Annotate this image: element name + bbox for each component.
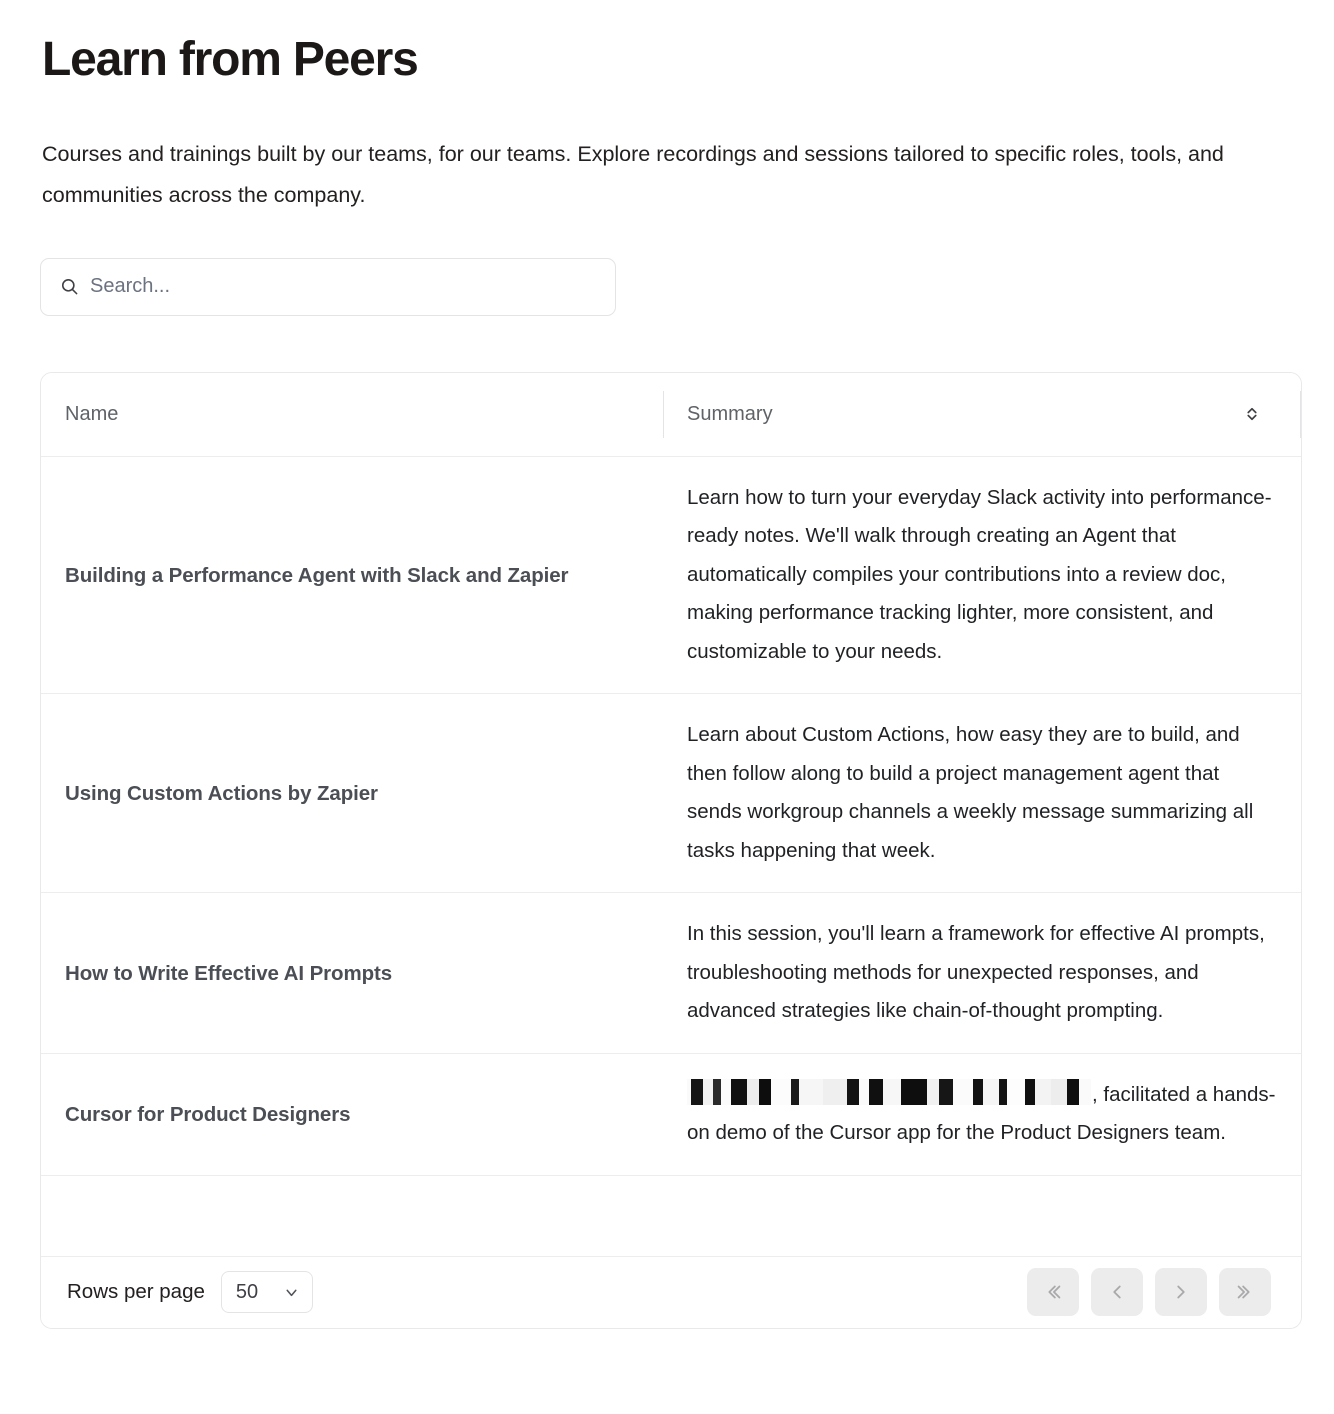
rows-per-page-group [67, 1271, 313, 1313]
first-page-button[interactable] [1027, 1268, 1079, 1316]
rows-per-page-label: Rows per page [67, 1280, 205, 1304]
table-row[interactable] [41, 1053, 1301, 1175]
rows-per-page-select[interactable] [221, 1271, 313, 1313]
chevron-down-icon [283, 1284, 300, 1301]
table-body [41, 456, 1301, 1175]
last-page-button[interactable] [1219, 1268, 1271, 1316]
search-icon [60, 277, 79, 296]
row-name-cell: How to Write Effective AI Prompts [41, 893, 663, 1054]
rows-per-page-value: 50 [235, 1280, 259, 1303]
row-summary-text: , facilitated a hands-on demo of the Cursor app for the Product Designers team. [687, 1082, 1276, 1145]
row-summary-cell [663, 1053, 1301, 1175]
search-input[interactable] [90, 275, 601, 298]
chevron-up-down-icon[interactable] [1243, 405, 1261, 423]
pagination-controls [1027, 1268, 1271, 1316]
row-name-cell: Building a Performance Agent with Slack and Zapier [41, 456, 663, 694]
row-name-cell: Cursor for Product Designers [41, 1053, 663, 1175]
table-header-row [41, 373, 1301, 457]
row-summary-cell: In this session, you'll learn a framework for effective AI prompts, troubleshooting methods for unexpected responses, and advanced strategies like chain-of-thought prompting. [663, 893, 1301, 1054]
column-header-name[interactable] [41, 373, 663, 457]
page-subtitle: Courses and trainings built by our teams, for our teams. Explore recordings and sessions tailored to specific roles, tools, and communities across the company. [42, 141, 1224, 207]
row-name-cell: Using Custom Actions by Zapier [41, 694, 663, 893]
table-row[interactable] [41, 694, 1301, 893]
row-summary-cell: Learn how to turn your everyday Slack activity into performance-ready notes. We'll walk through creating an Agent that automatically compiles your contributions into a review doc, making performance tracking lighter, more consistent, and customizable to your needs. [663, 456, 1301, 694]
previous-page-button[interactable] [1091, 1268, 1143, 1316]
column-header-summary[interactable] [663, 373, 1301, 457]
courses-table [41, 373, 1301, 1176]
table-row[interactable] [41, 893, 1301, 1054]
table-footer [41, 1256, 1301, 1328]
column-header-summary-label: Summary [687, 402, 773, 425]
search-field[interactable] [40, 258, 616, 316]
page-title: Learn from Peers [42, 33, 418, 86]
next-page-button[interactable] [1155, 1268, 1207, 1316]
table-row[interactable] [41, 456, 1301, 694]
courses-table-card [40, 372, 1302, 1329]
redacted-text-block [687, 1079, 1091, 1105]
column-header-name-label: Name [65, 402, 119, 425]
row-summary-cell: Learn about Custom Actions, how easy they are to build, and then follow along to build a project management agent that sends workgroup channels a weekly message summarizing all tasks happening that week. [663, 694, 1301, 893]
table-header [41, 373, 1301, 457]
table-scroll-area[interactable] [41, 373, 1301, 1256]
